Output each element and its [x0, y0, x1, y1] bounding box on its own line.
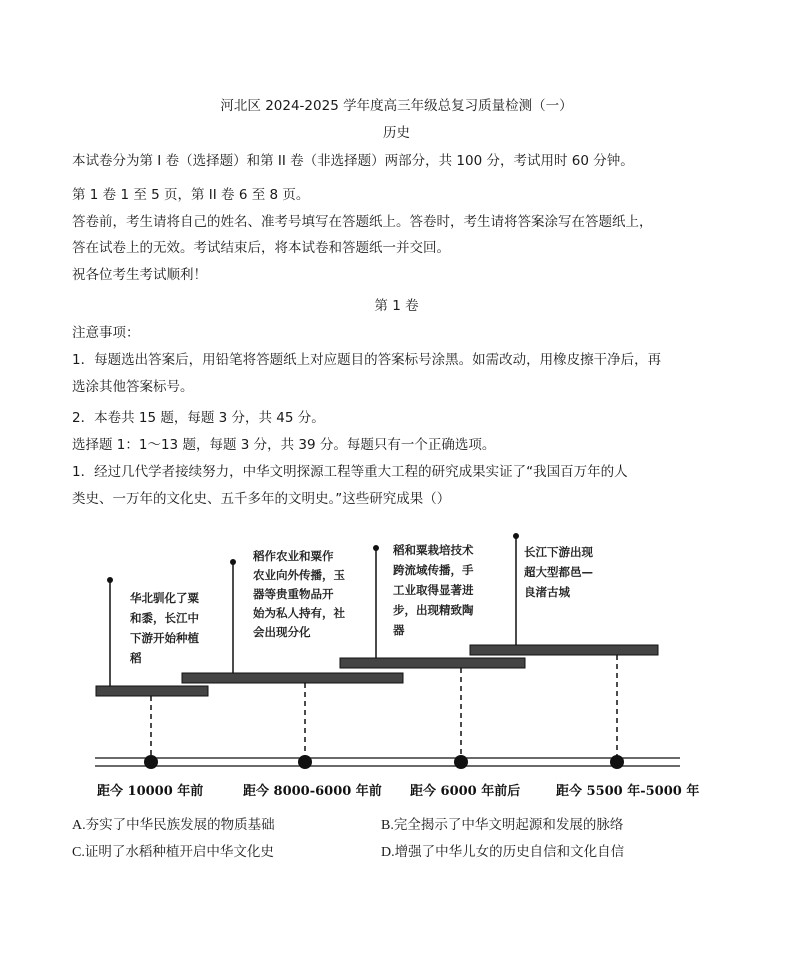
timeline-event-3-line-4: 步，出现精致陶: [393, 603, 474, 617]
timeline-pin-dot-4: [513, 533, 519, 539]
choice-intro: 选择题 1：1～13 题，每题 3 分，共 39 分。每题只有一个正确选项。: [72, 437, 496, 453]
question-1-stem-a: 1．经过几代学者接续努力，中华文明探源工程等重大工程的研究成果实证了“我国百万年的人: [72, 464, 628, 480]
option-d[interactable]: [381, 840, 624, 861]
timeline-event-2-line-4: 始为私人持有，社: [253, 606, 345, 620]
instruction-line-4: 答在试卷上的无效。考试结束后，将本试卷和答题纸一并交回。: [72, 240, 450, 256]
timeline-label-2: 距今 8000-6000 年前: [243, 784, 382, 799]
option-b-text: 完全揭示了中华文明起源和发展的脉络: [393, 817, 624, 833]
question-1-stem-b: 类史、一万年的文化史、五千多年的文明史。”这些研究成果（）: [72, 491, 451, 507]
timeline-event-4-line-1: 长江下游出现: [524, 545, 593, 559]
timeline-event-1: [129, 591, 203, 665]
timeline-node-1: [144, 755, 158, 769]
exam-title: 河北区 2024-2025 学年度高三年级总复习质量检测（一）: [220, 98, 573, 114]
timeline-node-4: [610, 755, 624, 769]
subject-title: 历史: [383, 125, 410, 141]
timeline-event-1-line-4: 稻: [130, 651, 142, 665]
timeline-bar-3: [340, 658, 525, 668]
note-1-line-a: 1．每题选出答案后，用铅笔将答题纸上对应题目的答案标号涂黑。如需改动，用橡皮擦干净后，再: [72, 352, 662, 368]
timeline-bar-1: [96, 686, 208, 696]
notes-title: 注意事项：: [72, 325, 140, 341]
option-a-letter: A.: [72, 818, 86, 833]
timeline-event-2: [252, 549, 349, 639]
timeline-pin-dot-3: [373, 545, 379, 551]
instruction-line-5: 祝各位考生考试顺利！: [72, 267, 207, 283]
note-2: 2．本卷共 15 题，每题 3 分，共 45 分。: [72, 410, 325, 426]
option-a-text: 夯实了中华民族发展的物质基础: [85, 817, 275, 833]
timeline-event-1-line-3: 下游开始种植: [130, 631, 199, 645]
timeline-label-4: 距今 5500 年-5000 年: [556, 784, 700, 799]
timeline-event-3-line-5: 器: [393, 623, 405, 637]
timeline-event-2-line-3: 器等贵重物品开: [253, 587, 334, 601]
instruction-line-1: 本试卷分为第 I 卷（选择题）和第 II 卷（非选择题）两部分，共 100 分，考试用时 60 分钟。: [72, 153, 634, 169]
option-b[interactable]: [381, 813, 623, 834]
timeline-label-1: 距今 10000 年前: [97, 784, 204, 799]
note-1-line-b: 选涂其他答案标号。: [72, 379, 194, 395]
timeline-pin-dot-1: [107, 577, 113, 583]
timeline-node-2: [298, 755, 312, 769]
timeline-event-4-line-2: 超大型都邑—: [524, 565, 593, 579]
timeline-event-3-line-3: 工业取得显著进: [393, 583, 474, 597]
timeline-event-4-line-3: 良渚古城: [524, 585, 570, 599]
option-c-letter: C.: [72, 845, 85, 860]
instruction-line-3: 答卷前，考生请将自己的姓名、准考号填写在答题纸上。答卷时，考生请将答案涂写在答题纸上，: [72, 214, 653, 230]
timeline-event-2-line-2: 农业向外传播，玉: [253, 568, 345, 582]
option-c-text: 证明了水稻种植开启中华文化史: [84, 844, 274, 860]
option-b-letter: B.: [381, 818, 394, 833]
timeline-pin-dot-2: [230, 559, 236, 565]
timeline-event-1-line-1: 华北驯化了粟: [130, 591, 199, 605]
timeline-event-4: [524, 545, 597, 599]
timeline-figure: [0, 520, 793, 810]
timeline-event-3: [392, 543, 478, 637]
option-c[interactable]: [72, 840, 274, 861]
timeline-bar-2: [182, 673, 403, 683]
option-a[interactable]: [72, 813, 275, 834]
timeline-bar-4: [470, 645, 658, 655]
timeline-event-2-line-5: 会出现分化: [253, 625, 311, 639]
timeline-label-3: 距今 6000 年前后: [410, 784, 521, 799]
timeline-event-2-line-1: 稻作农业和粟作: [253, 549, 334, 563]
timeline-node-3: [454, 755, 468, 769]
timeline-event-1-line-2: 和黍，长江中: [130, 611, 199, 625]
timeline-event-3-line-1: 稻和粟栽培技术: [393, 543, 474, 557]
option-d-text: 增强了中华儿女的历史自信和文化自信: [394, 844, 625, 860]
instruction-line-2: 第 1 卷 1 至 5 页，第 II 卷 6 至 8 页。: [72, 187, 310, 203]
option-d-letter: D.: [381, 845, 395, 860]
timeline-event-3-line-2: 跨流域传播，手: [393, 563, 474, 577]
section-heading: 第 1 卷: [374, 298, 419, 314]
